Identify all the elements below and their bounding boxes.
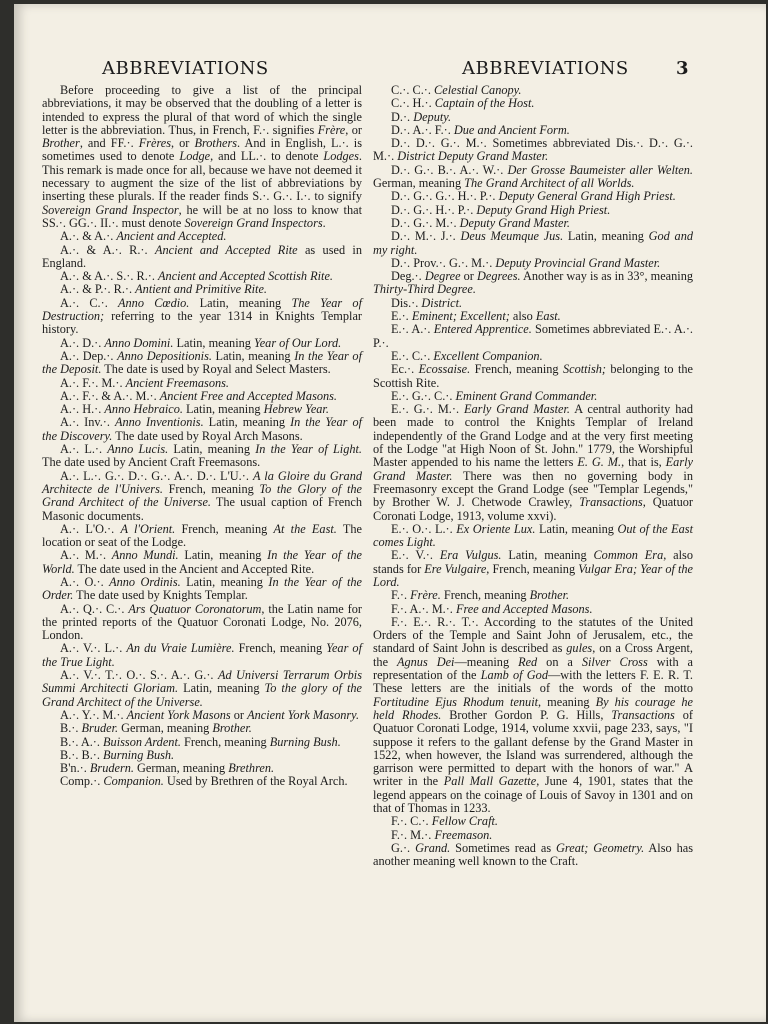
abbreviation-entry: A.·. D.·. Anno Domini. Latin, meaning Year of Our Lord. (60, 335, 342, 350)
abbreviation-entry: G.·. Grand. Sometimes read as Great; Geometry. Also has another meaning well known to the Craft. (373, 840, 693, 869)
abbreviation-entry: E.·. A.·. Entered Apprentice. Sometimes abbreviated E.·. A.·. P.·. (373, 322, 693, 350)
abbreviation-entry: F.·. M.·. Freemason. (391, 827, 493, 842)
abbreviation-entry: A.·. H.·. Anno Hebraico. Latin, meaning Hebrew Year. (60, 402, 329, 417)
abbreviation-entry: A.·. O.·. Anno Ordinis. Latin, meaning In the Year of the Order. The date used by Knights Templar. (42, 574, 362, 603)
abbreviation-entry: A.·. F.·. & A.·. M.·. Ancient Free and Accepted Masons. (60, 388, 338, 403)
abbreviation-entry: E.·. Eminent; Excellent; also East. (391, 309, 561, 324)
abbreviation-entry: E.·. C.·. Excellent Companion. (391, 348, 543, 363)
abbreviation-entry: A.·. Inv.·. Anno Inventionis. Latin, meaning In the Year of the Discovery. The date used by Royal Arch Masons. (42, 415, 363, 443)
abbreviation-entry: A.·. & A.·. S.·. R.·. Ancient and Accepted Scottish Rite. (60, 269, 333, 284)
abbreviation-entry: E.·. G.·. C.·. Eminent Grand Commander. (391, 388, 598, 403)
abbreviation-entry: D.·. G.·. G.·. H.·. P.·. Deputy General Grand High Priest. (391, 189, 676, 204)
page-number: 3 (676, 58, 690, 79)
abbreviation-entry: D.·. Deputy. (391, 109, 452, 124)
abbreviation-entry: A.·. F.·. M.·. Ancient Freemasons. (60, 375, 229, 390)
intro-paragraph: Before proceeding to give a list of the principal abbreviations, it may be observed that the doubling of a letter is intended to express the plural of that word of which the single letter is the abbreviation. Thus, in French, F.·. signifies Frère, or Brother, and FF.·. Frères, or Brothers. And in English, L.·. is sometimes used to denote Lodge, and LL.·. to denote Lodges. This remark is made once for all, because we have not deemed it necessary to augment the size of the list of abbreviations by inserting these plurals. If the reader finds S.·. G.·. I.·. to signify Sovereign Grand Inspector, he will be at no loss to know that SS.·. GG.·. II.·. must denote Sovereign Grand Inspectors. (42, 83, 362, 230)
abbreviation-entry: A.·. L'O.·. A l'Orient. French, meaning At the East. The location or seat of the Lodge. (42, 521, 362, 550)
abbreviation-entry: B'n.·. Brudern. German, meaning Brethren. (60, 761, 275, 776)
abbreviation-entry: B.·. Bruder. German, meaning Brother. (60, 721, 252, 736)
abbreviation-entry: D.·. G.·. B.·. A.·. W.·. Der Grosse Baumeister aller Welten. German, meaning The Grand Architect of all Worlds. (373, 162, 693, 191)
left-text-column (42, 84, 362, 789)
abbreviation-entry: A.·. & P.·. R.·. Antient and Primitive Rite. (60, 282, 267, 297)
abbreviation-entry: C.·. C.·. Celestial Canopy. (391, 83, 522, 97)
abbreviation-entry: D.·. Prov.·. G.·. M.·. Deputy Provincial Grand Master. (391, 255, 661, 270)
book-page (14, 4, 766, 1022)
abbreviation-entry: F.·. A.·. M.·. Free and Accepted Masons. (391, 601, 593, 616)
abbreviation-entry: A.·. M.·. Anno Mundi. Latin, meaning In the Year of the World. The date used in the Ancient and Accepted Rite. (42, 548, 362, 576)
abbreviation-entry: A.·. V.·. T.·. O.·. S.·. A.·. G.·. Ad Universi Terrarum Orbis Summi Architecti Gloriam. Latin, meaning To the glory of the Grand Architect of the Universe. (42, 668, 362, 709)
abbreviation-entry: Deg.·. Degree or Degrees. Another way is as in 33°, meaning Thirty-Third Degree. (373, 269, 693, 297)
abbreviation-entry: A.·. C.·. Anno Cœdio. Latin, meaning The Year of Destruction; referring to the year 1314 in Knights Templar history. (42, 295, 362, 337)
abbreviation-entry: B.·. A.·. Buisson Ardent. French, meaning Burning Bush. (60, 734, 341, 749)
abbreviation-entry: Comp.·. Companion. Used by Brethren of the Royal Arch. (60, 774, 348, 789)
abbreviation-entry: D.·. A.·. F.·. Due and Ancient Form. (391, 122, 570, 137)
right-running-head: ABBREVIATIONS (462, 58, 629, 79)
abbreviation-entry: D.·. G.·. H.·. P.·. Deputy Grand High Priest. (391, 202, 611, 217)
abbreviation-entry: A.·. L.·. Anno Lucis. Latin, meaning In the Year of Light. The date used by Ancient Craft Freemasons. (42, 442, 362, 470)
abbreviation-entry: E.·. G.·. M.·. Early Grand Master. A central authority had been made to control the Knights Templar of Ireland independently of the Grand Lodge and at the very first meeting of the Lodge "at High Noon of St. John." 1779, the Worshipful Master appended to his name the letters E. G. M., that is, Early Grand Master. There was then no governing body in Freemasonry except the Grand Lodge (see "Templar Legends," by Brother W. J. Chetwode Crawley, Transactions, Quatuor Coronati Lodge, 1913, volume xxvi). (373, 402, 693, 523)
abbreviation-entry: E.·. V.·. Era Vulgus. Latin, meaning Common Era, also stands for Ere Vulgaire, French, meaning Vulgar Era; Year of the Lord. (373, 548, 693, 589)
abbreviation-entry: F.·. Frère. French, meaning Brother. (391, 588, 570, 603)
abbreviation-entry: A.·. & A.·. R.·. Ancient and Accepted Rite as used in England. (42, 242, 362, 270)
abbreviation-entry: A.·. Dep.·. Anno Depositionis. Latin, meaning In the Year of the Deposit. The date is used by Royal and Select Masters. (42, 348, 362, 377)
abbreviation-entry: E.·. O.·. L.·. Ex Oriente Lux. Latin, meaning Out of the East comes Light. (373, 521, 693, 550)
left-running-head: ABBREVIATIONS (102, 58, 269, 79)
abbreviation-entry: C.·. H.·. Captain of the Host. (391, 96, 535, 111)
abbreviation-entry: A.·. Q.·. C.·. Ars Quatuor Coronatorum, the Latin name for the printed reports of the Quatuor Coronati Lodge, No. 2076, London. (42, 601, 362, 643)
abbreviation-entry: A.·. Y.·. M.·. Ancient York Masons or Ancient York Masonry. (60, 707, 360, 722)
abbreviation-entry: F.·. E.·. R.·. T.·. According to the statutes of the United Orders of the Temple and Saint John of Jerusalem, etc., the standard of Saint John is described as gules, on a Cross Argent, the Agnus Dei—meaning Red on a Silver Cross with a representation of the Lamb of God—with the letters F. E. R. T. These letters are the initials of the words of the motto Fortitudine Ejus Rhodum tenuit, meaning By his courage he held Rhodes. Brother Gordon P. G. Hills, Transactions of Quatuor Coronati Lodge, 1914, volume xxvii, page 233, says, "I suppose it refers to the gallant defense by the Grand Master in 1522, when however, the Island was surrendered, although the garrison were permitted to depart with the honors of war." A writer in the Pall Mall Gazette, June 4, 1901, states that the legend appears on the coinage of Louis of Savoy in 1301 and on that of Thomas in 1233. (373, 614, 694, 816)
abbreviation-entry: D.·. M.·. J.·. Deus Meumque Jus. Latin, meaning God and my right. (373, 229, 693, 257)
abbreviation-entry: Ec.·. Ecossaise. French, meaning Scottish; belonging to the Scottish Rite. (373, 362, 693, 390)
abbreviation-entry: Dis.·. District. (391, 295, 463, 310)
abbreviation-entry: A.·. V.·. L.·. An du Vraie Lumière. French, meaning Year of the True Light. (42, 641, 362, 669)
abbreviation-entry: D.·. G.·. M.·. Deputy Grand Master. (391, 215, 570, 230)
abbreviation-entry: B.·. B.·. Burning Bush. (60, 747, 175, 762)
abbreviation-entry: A.·. & A.·. Ancient and Accepted. (60, 229, 227, 244)
right-text-column (373, 84, 693, 869)
abbreviation-entry: A.·. L.·. G.·. D.·. G.·. A.·. D.·. L'U.·. A la Gloire du Grand Architecte de l'Univers. French, meaning To the Glory of the Grand Architect of the Universe. The usual caption of French Masonic documents. (42, 468, 362, 523)
abbreviation-entry: F.·. C.·. Fellow Craft. (391, 814, 498, 829)
abbreviation-entry: D.·. D.·. G.·. M.·. Sometimes abbreviated Dis.·. D.·. G.·. M.·. District Deputy Grand Master. (373, 136, 693, 164)
